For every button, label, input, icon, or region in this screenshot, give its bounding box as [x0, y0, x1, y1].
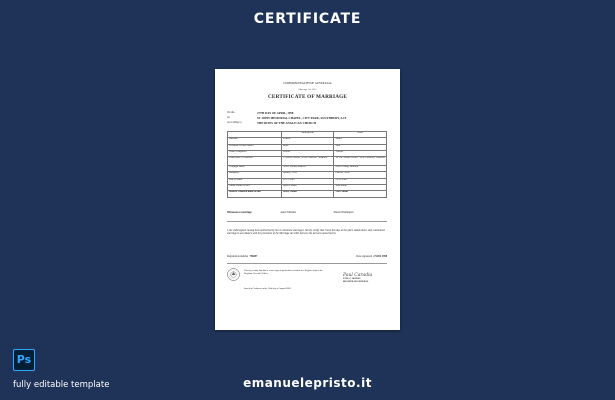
- certification-text: I, the undersigned, having been authorised by law to solemnise marriages, hereby certify that I have this day, at the place stated above, duly solemnised marriage in accordance with the provisions of the Marriage Act 1961 between the persons named herein.: [227, 229, 385, 236]
- table-row: [228, 157, 387, 166]
- issue-statement: I hereby certify that this is a true copy of particulars recorded in a Register kept in the Registrar General's Office.: [244, 270, 323, 275]
- detail-label: According to: [227, 121, 242, 124]
- official-seal-icon: [227, 268, 240, 281]
- witness-2: Daniel Washington: [333, 211, 354, 214]
- table-cell: Usual place of residence: [228, 157, 282, 166]
- registration-number: 756697: [249, 255, 258, 258]
- table-cell: Sara: [334, 144, 387, 150]
- table-cell: Conjugal status: [228, 166, 282, 172]
- certificate-header: COMMONWEALTH OF AUSTRALIA: [283, 81, 332, 85]
- signature: Paul Caradia: [343, 273, 373, 278]
- table-cell: 21/12/1969: [281, 178, 334, 184]
- table-cell: Surname: [228, 138, 282, 144]
- detail-value: THE RITES OF THE ANGLICAN CHURCH: [257, 120, 316, 125]
- table-cell: Date of Birth: [228, 178, 282, 184]
- table-cell: Smith: [334, 138, 387, 144]
- table-cell: Mother's maiden name in full: [228, 191, 282, 197]
- site-name: emanuelepristo.it: [243, 376, 372, 390]
- table-cell: Sydney, NSW: [281, 172, 334, 178]
- table-header: Bride: [334, 132, 387, 138]
- photoshop-icon: Ps: [13, 349, 35, 371]
- detail-row-rites: [227, 120, 392, 125]
- table-cell: Never Validly Married: [281, 166, 334, 172]
- table-cell: John Smith: [334, 185, 387, 191]
- detail-label: On the: [227, 111, 235, 114]
- registration-date: 2 MAY 1998: [373, 255, 387, 258]
- table-cell: 12 Roses Avenue, NSW Canberra, Australia: [281, 157, 334, 166]
- table-cell: Never Validly Married: [334, 166, 387, 172]
- detail-value: 27TH DAY OF APRIL, 1998: [257, 110, 294, 115]
- table-cell: Teacher: [334, 150, 387, 156]
- registration-number-label: Registration number: [227, 255, 249, 258]
- certificate-title: CERTIFICATE OF MARRIAGE: [267, 94, 348, 100]
- detail-value: ST JOHN MEMORIAL CHAPEL, CITY PARK, SOUTHBURY, ACT: [257, 115, 347, 120]
- table-cell: 18 The Albion Avenue, NSW Canberra, Australia: [334, 157, 387, 166]
- table-cell: Darwin, NSW: [334, 172, 387, 178]
- table-cell: Doctor: [281, 150, 334, 156]
- marriage-certificate: [215, 69, 400, 330]
- table-header: Bridegroom: [281, 132, 334, 138]
- table-cell: Christian or other names: [228, 144, 282, 150]
- table-cell: Jason Cobain: [281, 185, 334, 191]
- witness-1: Anne Williams: [280, 211, 296, 214]
- table-cell: Usual occupation: [228, 150, 282, 156]
- table-cell: Mary Adams: [281, 191, 334, 197]
- registration-date-label: Date registered: [356, 255, 373, 258]
- page-title: CERTIFICATE: [253, 11, 362, 27]
- signatory-title: REGISTRAR GENERAL: [343, 280, 369, 283]
- certificate-subheader: Marriage Act 1961: [298, 88, 317, 91]
- table-row: [228, 191, 387, 197]
- table-cell: Cobain: [281, 138, 334, 144]
- signatory-name: PAUL CARADIA: [343, 277, 361, 280]
- template-caption: fully editable template: [13, 380, 110, 390]
- witnesses-label: Witnesses to marriage: [227, 211, 252, 214]
- registration-row: [227, 255, 387, 258]
- marriage-details: [227, 110, 392, 125]
- issue-date: Issued at Canberra on the 10th day of August 2003: [244, 288, 291, 290]
- witnesses-row: [227, 211, 387, 214]
- parties-table: [227, 131, 387, 198]
- table-cell: Father's name in full: [228, 185, 282, 191]
- divider: [227, 221, 387, 222]
- table-cell: Mark: [281, 144, 334, 150]
- divider: [227, 263, 387, 264]
- signature-block: [343, 275, 393, 283]
- table-cell: Birthplace: [228, 172, 282, 178]
- detail-label: At: [227, 116, 230, 119]
- table-cell: 22/12/1969: [334, 178, 387, 184]
- table-cell: Alice Smith: [334, 191, 387, 197]
